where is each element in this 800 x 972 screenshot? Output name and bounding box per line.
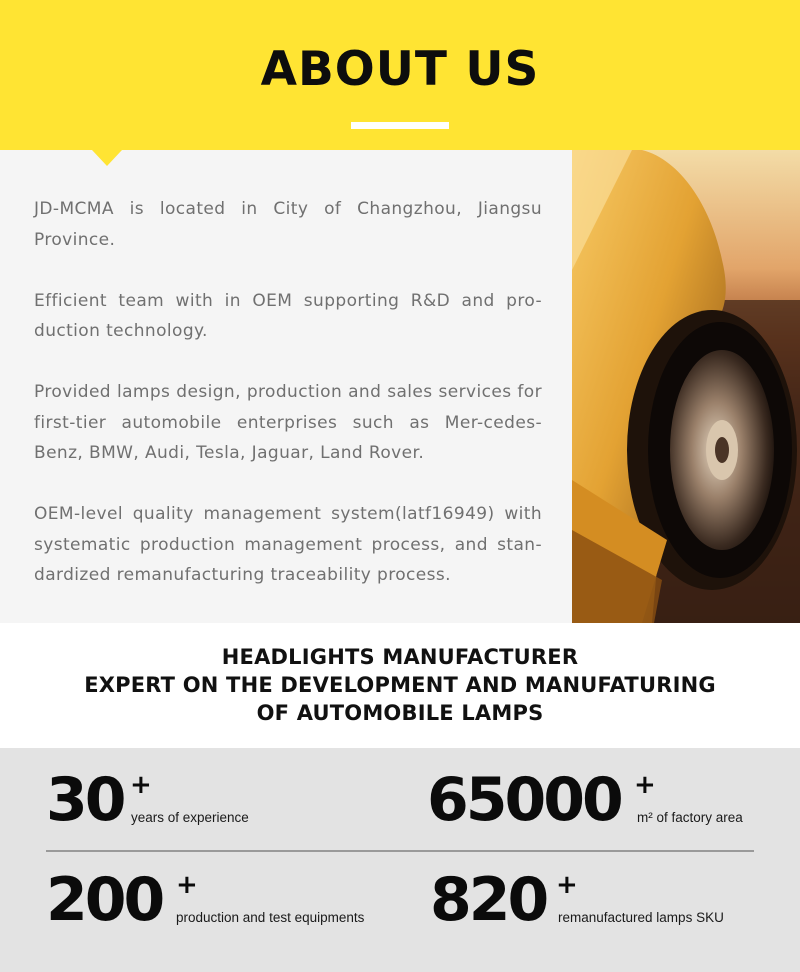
tagline-line-3: OF AUTOMOBILE LAMPS [256, 701, 544, 725]
about-header-banner [0, 0, 800, 150]
stat-equipment [46, 865, 365, 935]
stat-sku-value: 820 [430, 865, 547, 935]
stat-years-value: 30 [46, 765, 124, 835]
company-stats [0, 748, 800, 972]
stat-equipment-value: 200 [46, 865, 163, 935]
stat-years-plus: + [130, 770, 152, 800]
stat-sku [430, 865, 724, 935]
sports-car-photo [572, 150, 800, 623]
stat-factory-area-label: m² of factory area [637, 810, 743, 825]
stat-years-label: years of experience [131, 810, 249, 825]
tagline-line-1: HEADLIGHTS MANUFACTURER [221, 645, 579, 669]
about-paragraph-services: Provided lamps design, production and sales services for first-tier automobile enterprises such as Mer-cedes-Benz, BMW, Audi, Tesla, Jaguar, Land Rover. [34, 382, 542, 463]
about-text-panel [0, 150, 572, 623]
about-paragraph-location: JD-MCMA is located in City of Changzhou, Jiangsu Province. [34, 199, 542, 250]
stat-equipment-label: production and test equipments [176, 910, 365, 925]
about-paragraph-quality: OEM-level quality management system(latf16949) with systematic production management process, and stan-dardized remanufacturing traceability process. [34, 504, 542, 585]
stat-years [46, 765, 249, 835]
banner-pointer [92, 150, 122, 166]
about-paragraph-team: Efficient team with in OEM supporting R&D and pro-duction technology. [34, 290, 542, 341]
tagline-line-2: EXPERT ON THE DEVELOPMENT AND MANUFATURING [84, 673, 716, 697]
stat-equipment-plus: + [176, 870, 198, 900]
stats-divider [46, 850, 754, 852]
stat-sku-label: remanufactured lamps SKU [558, 910, 724, 925]
title-underline [351, 122, 449, 129]
company-tagline [0, 643, 800, 727]
stat-factory-area-value: 65000 [427, 765, 621, 835]
page-title: ABOUT US [260, 42, 540, 97]
sports-car-illustration [572, 150, 800, 623]
stat-sku-plus: + [556, 870, 578, 900]
about-description [34, 194, 542, 591]
stat-factory-area [427, 765, 743, 835]
stat-factory-area-plus: + [634, 770, 656, 800]
